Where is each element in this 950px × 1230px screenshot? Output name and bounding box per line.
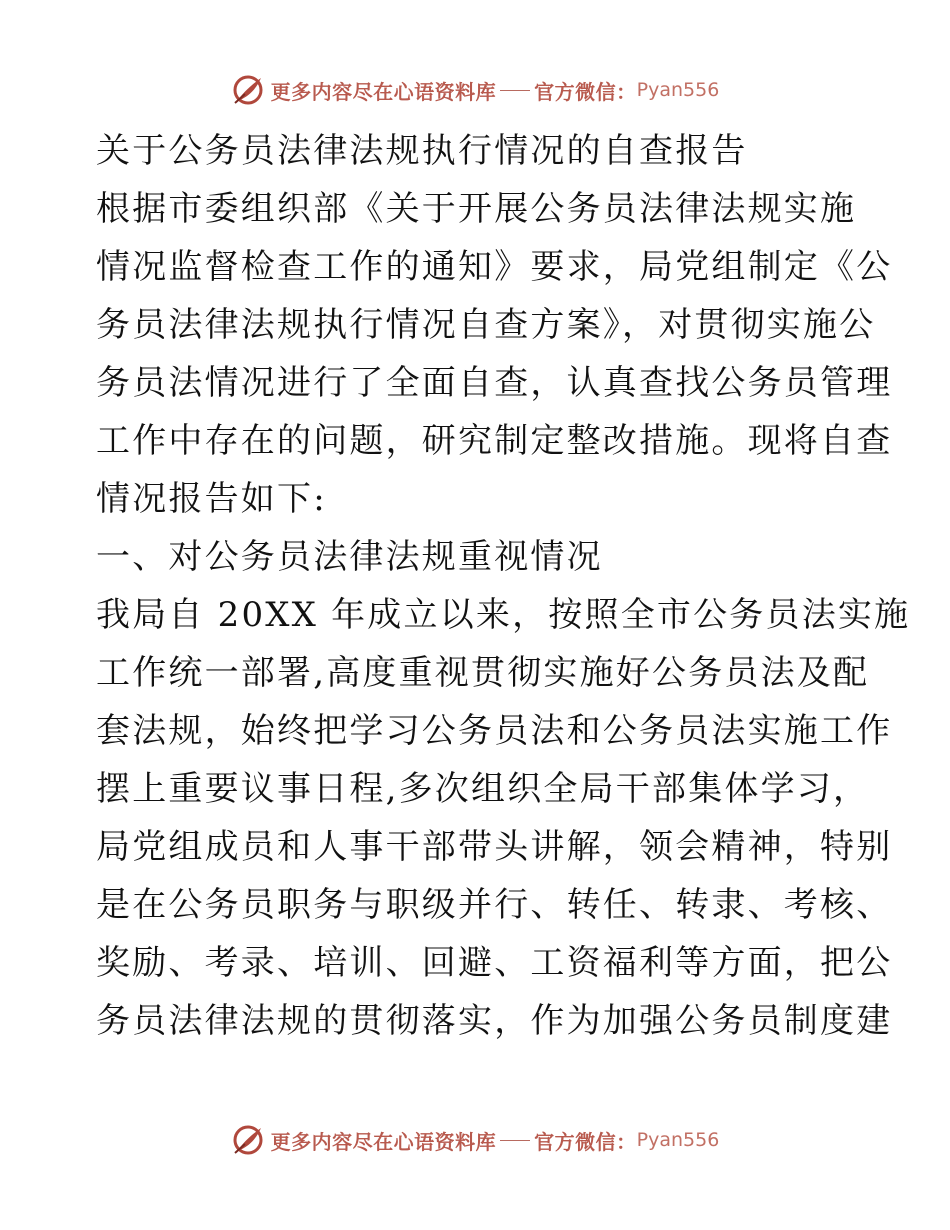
paragraph-line: 务员法情况进行了全面自查，认真查找公务员管理 [96,363,893,403]
watermark-site-text: 更多内容尽在心语资料库 [270,1129,497,1154]
paragraph-line: 我局自 20XX 年成立以来，按照全市公务员法实施 [96,595,911,635]
watermark-wechat-id: Pyan556 [636,79,720,101]
document-body [96,118,911,1050]
watermark-wechat-id: Pyan556 [636,1129,720,1151]
watermark-site-text: 更多内容尽在心语资料库 [270,79,497,104]
paragraph-line: 局党组成员和人事干部带头讲解，领会精神，特别 [96,827,893,867]
watermark-wechat-label: 官方微信： [534,1129,637,1154]
watermark-separator [500,90,530,91]
paragraph-line: 摆上重要议事日程,多次组织全局干部集体学习， [96,769,870,809]
paragraph-line: 套法规，始终把学习公务员法和公务员法实施工作 [96,711,893,751]
paragraph-1 [96,180,893,528]
paragraph-line: 务员法律法规执行情况自查方案》，对贯彻实施公 [96,305,876,345]
watermark-banner-top [0,70,950,110]
paragraph-line: 务员法律法规的贯彻落实，作为加强公务员制度建 [96,1001,893,1041]
paragraph-line: 情况报告如下: [96,479,327,519]
paragraph-line: 根据市委组织部《关于开展公务员法律法规实施 [96,189,857,229]
paragraph-line: 情况监督检查工作的通知》要求，局党组制定《公 [96,247,893,287]
paragraph-line: 工作统一部署,高度重视贯彻实施好公务员法及配 [96,653,870,693]
paragraph-line: 奖励、考录、培训、回避、工资福利等方面，把公 [96,943,893,983]
watermark-wechat-label: 官方微信： [534,79,637,104]
feather-pen-logo-icon [231,73,265,107]
section-heading: 一、对公务员法律法规重视情况 [96,537,603,577]
paragraph-2 [96,586,911,1050]
watermark-banner-bottom [0,1120,950,1160]
feather-pen-logo-icon [231,1123,265,1157]
document-title: 关于公务员法律法规执行情况的自查报告 [96,131,748,171]
paragraph-line: 工作中存在的问题，研究制定整改措施。现将自查 [96,421,893,461]
watermark-separator [500,1140,530,1141]
paragraph-line: 是在公务员职务与职级并行、转任、转隶、考核、 [96,885,893,925]
